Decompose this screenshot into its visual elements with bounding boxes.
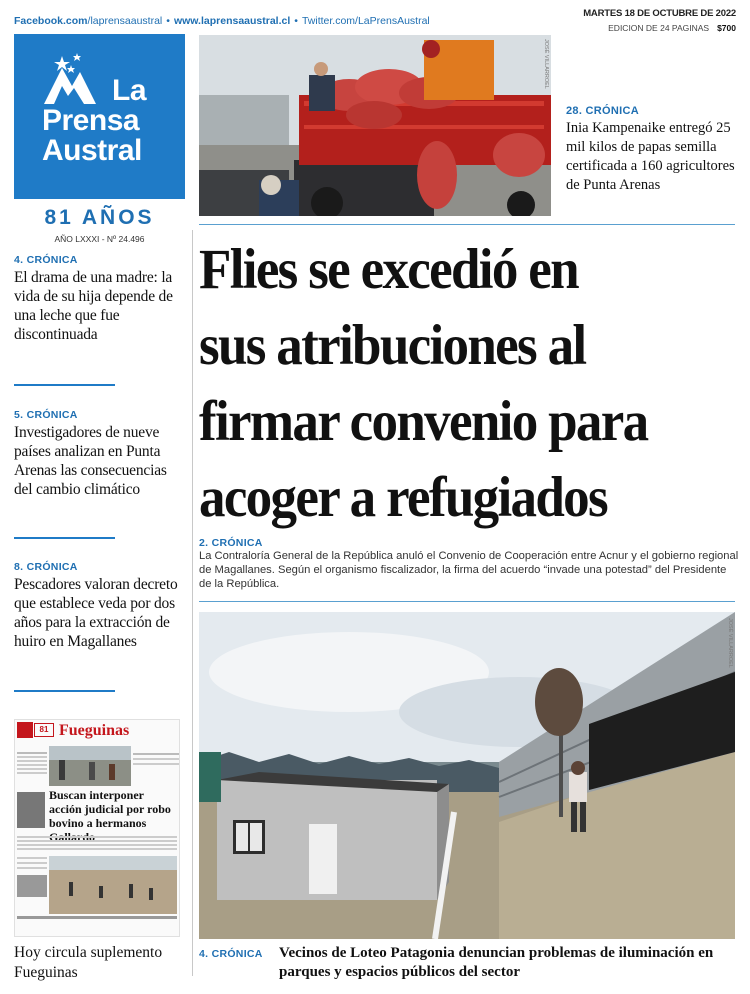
main-headline-line: firmar convenio para [199, 390, 648, 453]
masthead-logo[interactable] [14, 34, 185, 199]
main-headline-line: sus atribuciones al [199, 314, 586, 377]
masthead-wordmark [42, 74, 146, 166]
bottom-story-headline[interactable]: Vecinos de Loteo Patagonia denuncian problemas de iluminación en parques y espacios públicos del sector [279, 945, 714, 980]
supplement-thumbnail-headline: Buscan interponer acción judicial por robo bovino a hermanos [49, 788, 171, 830]
main-headline-line: acoger a refugiados [199, 466, 607, 529]
price: $700 [717, 23, 736, 33]
top-story-photo [199, 35, 551, 216]
masthead-line-1: La [112, 74, 147, 107]
thumbnail-large-photo [49, 856, 177, 914]
supplement-logo-mark [17, 722, 33, 738]
section-divider [199, 224, 735, 225]
edition-pages: EDICION DE 24 PAGINAS [608, 23, 710, 33]
thumbnail-small-photo [17, 792, 45, 828]
sidebar-story[interactable] [14, 409, 184, 499]
main-story-photo [199, 612, 735, 939]
story-kicker: 4. CRÓNICA [14, 254, 78, 266]
website-link[interactable]: www.laprensaaustral.cl [173, 15, 291, 27]
anniversary-label: 81 AÑOS [44, 206, 155, 229]
thumbnail-photo [49, 746, 131, 786]
main-headline[interactable] [199, 232, 706, 536]
story-headline: El drama de una madre: la vida de su hija depende de una leche que fue discontinuada [14, 269, 173, 343]
section-divider [14, 537, 115, 539]
section-divider [14, 384, 115, 386]
masthead-line-3: Austral [42, 134, 142, 167]
story-kicker: 5. CRÓNICA [14, 409, 78, 421]
masthead-line-2: Prensa [42, 104, 140, 137]
bottom-story-kicker: 4. CRÓNICA [199, 948, 263, 960]
story-kicker: 28. CRÓNICA [566, 105, 639, 117]
loteo-patagonia-photo [199, 612, 735, 939]
thumbnail-body-text [17, 834, 177, 852]
story-headline: Pescadores valoran decreto que establece veda por dos años para la extracción de huiro en Magallanes [14, 576, 178, 650]
twitter-link[interactable]: Twitter.com/LaPrensAustral [301, 15, 430, 27]
issue-date: MARTES 18 DE OCTUBRE DE 2022 [583, 8, 736, 19]
section-divider [199, 601, 735, 602]
social-links-bar [14, 15, 430, 27]
separator-bullet: • [294, 15, 298, 27]
top-story[interactable] [566, 105, 741, 195]
main-story-kicker: 2. CRÓNICA [199, 537, 263, 549]
separator-bullet: • [166, 15, 170, 27]
story-headline: Inia Kampenaike entregó 25 mil kilos de papas semilla certificada a 160 agricultores de Punta Arenas [566, 120, 735, 193]
supplement-headline[interactable]: Hoy circula suplemento Fueguinas [14, 944, 163, 981]
story-kicker: 8. CRÓNICA [14, 561, 78, 573]
main-headline-line: Flies se excedió en [199, 238, 578, 301]
supplement-title: Fueguinas [59, 722, 130, 739]
issue-number: AÑO LXXXI - Nº 24.496 [54, 234, 145, 244]
photo-credit: JOSÉ VILLARROEL [727, 618, 733, 668]
column-divider [192, 230, 193, 976]
dateline [583, 8, 736, 33]
thumbnail-left-text [17, 854, 47, 914]
thumbnail-caption-bar [17, 916, 177, 919]
facebook-link[interactable]: Facebook.com/laprensaaustral [14, 15, 163, 27]
thumbnail-text-column [17, 750, 47, 784]
section-divider [14, 690, 115, 692]
photo-credit: JOSÉ VILLARROEL [543, 39, 549, 89]
supplement-thumbnail[interactable] [14, 719, 180, 937]
story-headline: Investigadores de nueve países analizan en Punta Arenas las consecuencias del cambio climático [14, 424, 167, 498]
truck-unloading-photo [199, 35, 551, 216]
edition-info [583, 23, 736, 33]
thumbnail-side-text [133, 750, 179, 786]
supplement-81-logo: 81 [34, 723, 54, 737]
main-story-lead: La Contraloría General de la República anuló el Convenio de Cooperación entre Acnur y el gobierno regional de Magallanes. Según el organismo fiscalizador, la firma del acuerdo “invade una potestad” del Presidente de la República. [199, 550, 739, 590]
sidebar-story[interactable] [14, 561, 184, 651]
sidebar-story[interactable] [14, 254, 184, 344]
